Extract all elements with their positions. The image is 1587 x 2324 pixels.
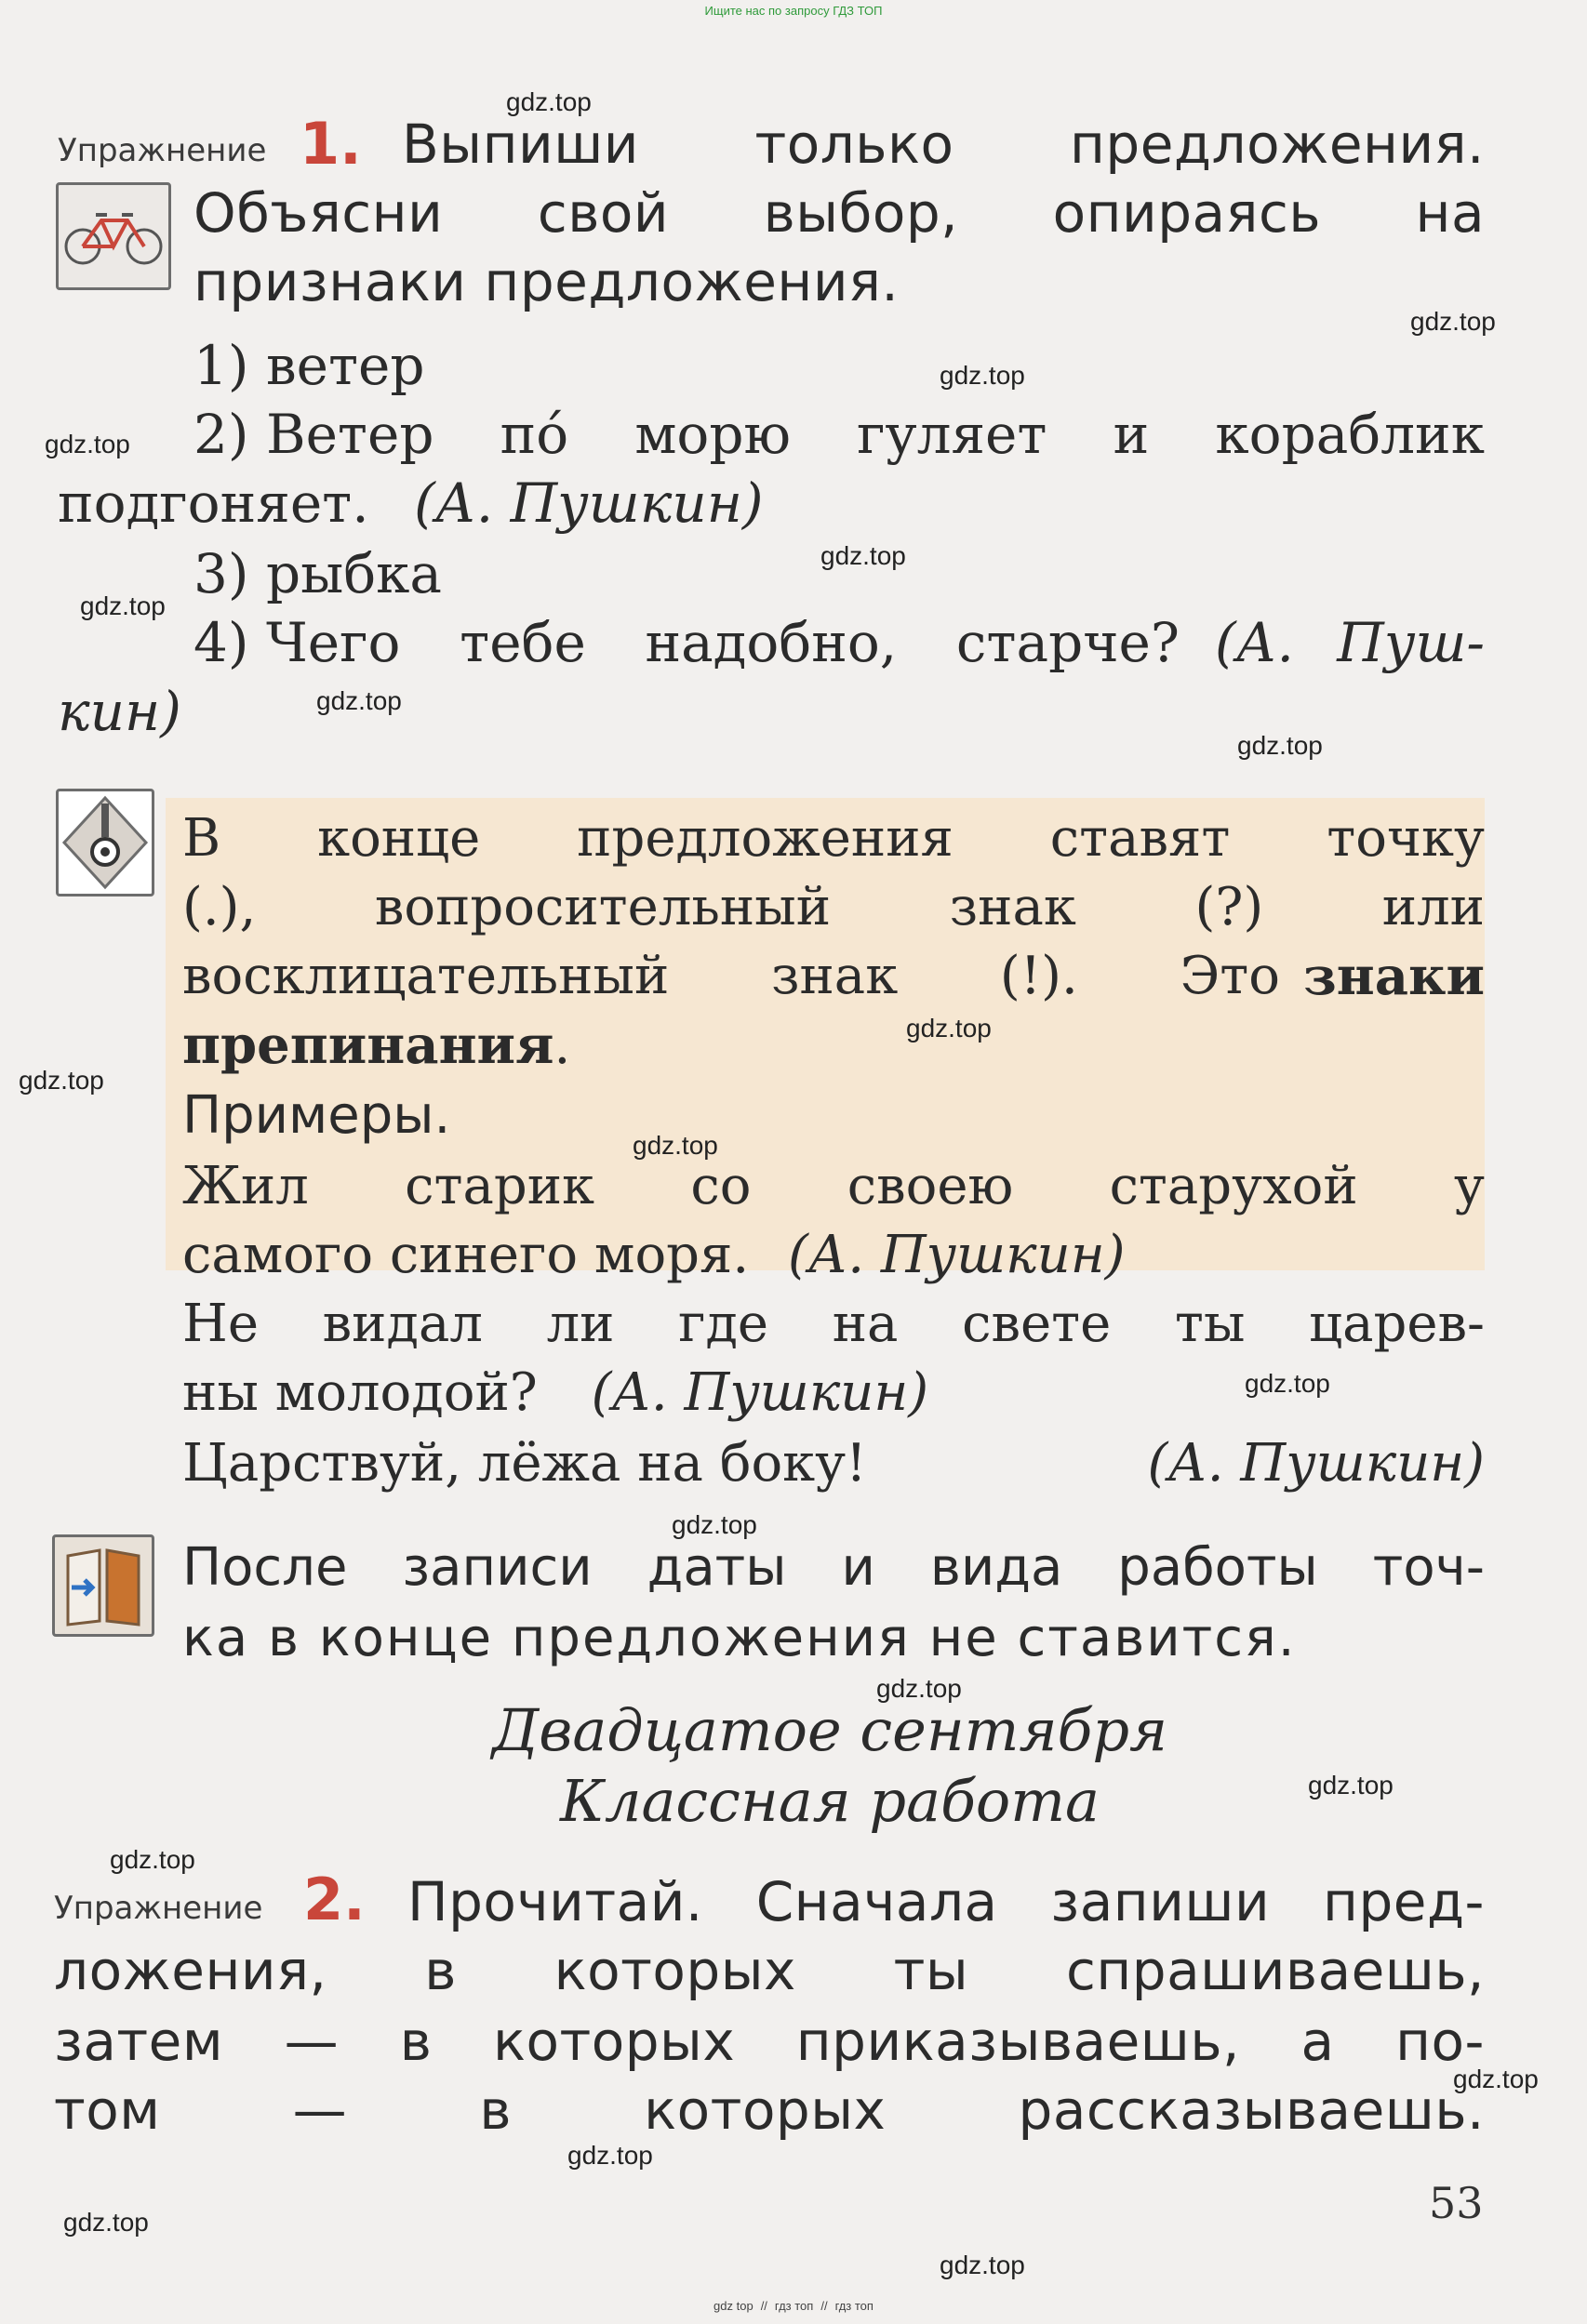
word: знак bbox=[770, 946, 899, 1006]
word: (!). bbox=[999, 946, 1078, 1006]
word: царев- bbox=[1309, 1294, 1485, 1354]
example2-author: (А. Пушкин) bbox=[591, 1362, 929, 1423]
exercise1-head-line3: признаки предложения. bbox=[193, 250, 900, 313]
example2-line2 bbox=[182, 1362, 929, 1423]
word: кораблик bbox=[1215, 403, 1485, 466]
exercise1-item4-author-cont: кин) bbox=[58, 680, 181, 743]
word: или bbox=[1381, 877, 1485, 937]
word: Объясни bbox=[193, 181, 444, 245]
exercise2-number: 2. bbox=[303, 1866, 366, 1933]
word: в bbox=[399, 2010, 433, 2073]
pen-nib-icon bbox=[60, 794, 150, 891]
watermark: gdz.top bbox=[1410, 307, 1496, 336]
bottom-banner-item[interactable]: // bbox=[820, 2299, 828, 2313]
watermark: gdz.top bbox=[1237, 731, 1323, 760]
exercise1-item2-continued bbox=[58, 471, 764, 535]
word: на bbox=[1415, 181, 1485, 245]
exercise2-line1 bbox=[407, 1870, 1485, 1933]
word: ставят bbox=[1049, 808, 1231, 869]
word: конце bbox=[317, 808, 481, 869]
word: по- bbox=[1395, 2010, 1485, 2073]
bottom-banner-item[interactable]: gdz top bbox=[713, 2299, 753, 2313]
watermark: gdz.top bbox=[19, 1066, 104, 1095]
exercise1-item4-author bbox=[1215, 611, 1485, 674]
word: надобно, bbox=[645, 611, 898, 674]
word: тебе bbox=[460, 611, 586, 674]
word: а bbox=[1300, 2010, 1335, 2073]
example1-author: (А. Пушкин) bbox=[787, 1225, 1126, 1285]
word: которых bbox=[492, 2010, 736, 2073]
word: (?) bbox=[1194, 877, 1264, 937]
bottom-banner[interactable] bbox=[0, 2299, 1587, 2313]
word: ты bbox=[1174, 1294, 1246, 1354]
exercise2-line2 bbox=[54, 1939, 1485, 2002]
word: — bbox=[292, 2078, 348, 2142]
exercise2-line4 bbox=[54, 2078, 1485, 2142]
word: где bbox=[678, 1294, 769, 1354]
rule-line3 bbox=[182, 946, 1485, 1007]
watermark: gdz.top bbox=[316, 686, 402, 715]
example2-line1 bbox=[182, 1294, 1485, 1354]
word: спрашиваешь, bbox=[1065, 1939, 1485, 2002]
exercise1-item4 bbox=[193, 611, 1485, 674]
word: видал bbox=[322, 1294, 483, 1354]
word: пред- bbox=[1323, 1870, 1485, 1933]
word: том bbox=[54, 2078, 161, 2142]
book-arrow-icon bbox=[59, 1541, 148, 1630]
word: только bbox=[754, 113, 954, 176]
word: ты bbox=[893, 1939, 969, 2002]
word: После bbox=[182, 1537, 348, 1598]
example1-text: самого синего моря. bbox=[182, 1225, 750, 1285]
pen-icon-box bbox=[56, 789, 154, 896]
note-line2: ка в конце предложения не ставится. bbox=[182, 1608, 1297, 1668]
page-number: 53 bbox=[1429, 2178, 1484, 2228]
word: Выпиши bbox=[402, 113, 639, 176]
rule-line3-words bbox=[182, 946, 1280, 1006]
rule-line3-bold: знаки bbox=[1303, 946, 1485, 1007]
exercise1-head-line2 bbox=[193, 181, 1485, 245]
watermark: gdz.top bbox=[876, 1674, 962, 1703]
word: морю bbox=[634, 403, 791, 466]
watermark: gdz.top bbox=[940, 361, 1025, 390]
word: записи bbox=[402, 1537, 593, 1598]
note-line1 bbox=[182, 1537, 1485, 1598]
word: вопросительный bbox=[374, 877, 832, 937]
word: восклицательный bbox=[182, 946, 670, 1006]
example3-author: (А. Пушкин) bbox=[1147, 1433, 1485, 1494]
exercise1-head-line1 bbox=[402, 113, 1485, 176]
word: Не bbox=[182, 1294, 259, 1354]
word: ложения, bbox=[54, 1939, 327, 2002]
word: ли bbox=[546, 1294, 615, 1354]
word: предложения. bbox=[1070, 113, 1485, 176]
word: и bbox=[841, 1537, 875, 1598]
word: Сначала bbox=[755, 1870, 998, 1933]
word: (А. bbox=[1215, 611, 1294, 674]
rule-line4-bold: препинания bbox=[182, 1015, 554, 1076]
example1-line2 bbox=[182, 1225, 1126, 1285]
watermark: gdz.top bbox=[820, 541, 906, 570]
rule-line1 bbox=[182, 808, 1485, 869]
exercise1-item4-text bbox=[193, 611, 1180, 674]
word: работы bbox=[1117, 1537, 1318, 1598]
watermark: gdz.top bbox=[506, 87, 592, 116]
word: у bbox=[1454, 1156, 1485, 1216]
word: точ- bbox=[1372, 1537, 1485, 1598]
word: в bbox=[479, 2078, 512, 2142]
word: приказываешь, bbox=[795, 2010, 1240, 2073]
word: В bbox=[182, 808, 221, 869]
word: Пуш- bbox=[1337, 611, 1485, 674]
word: на bbox=[832, 1294, 899, 1354]
word: даты bbox=[647, 1537, 787, 1598]
exercise1-label: Упражнение bbox=[58, 132, 267, 169]
watermark: gdz.top bbox=[1453, 2065, 1539, 2093]
date-line: Двадцатое сентября bbox=[491, 1696, 1168, 1764]
word: старик bbox=[405, 1156, 595, 1216]
bottom-banner-item[interactable]: // bbox=[760, 2299, 767, 2313]
watermark: gdz.top bbox=[633, 1131, 718, 1160]
word: свой bbox=[537, 181, 670, 245]
word: знак bbox=[949, 877, 1076, 937]
word: Жил bbox=[182, 1156, 309, 1216]
word: — bbox=[284, 2010, 340, 2073]
watermark: gdz.top bbox=[80, 591, 166, 620]
exercise1-item3: 3) рыбка bbox=[193, 542, 443, 605]
watermark: gdz.top bbox=[1308, 1771, 1394, 1799]
word: 2) Ветер bbox=[193, 403, 434, 466]
book-icon-box bbox=[52, 1534, 154, 1637]
word: в bbox=[424, 1939, 457, 2002]
bicycle-icon-box bbox=[56, 182, 171, 290]
word: Прочитай. bbox=[407, 1870, 703, 1933]
example1-line1 bbox=[182, 1156, 1485, 1216]
word: свете bbox=[962, 1294, 1112, 1354]
bottom-banner-item[interactable]: гдз топ bbox=[834, 2299, 874, 2313]
watermark: gdz.top bbox=[672, 1510, 757, 1539]
watermark: gdz.top bbox=[110, 1845, 195, 1874]
rule-line2 bbox=[182, 877, 1485, 937]
word: Это bbox=[1180, 946, 1280, 1006]
word: точку bbox=[1327, 808, 1485, 869]
word: выбор, bbox=[763, 181, 959, 245]
word: которых bbox=[644, 2078, 887, 2142]
word: запиши bbox=[1050, 1870, 1271, 1933]
work-line: Классная работа bbox=[559, 1767, 1100, 1835]
word: опираясь bbox=[1052, 181, 1322, 245]
watermark: gdz.top bbox=[906, 1014, 992, 1042]
word: пó bbox=[500, 403, 569, 466]
top-banner[interactable]: Ищите нас по запросу ГДЗ ТОП bbox=[704, 4, 883, 18]
word: гуляет bbox=[857, 403, 1047, 466]
word: затем bbox=[54, 2010, 224, 2073]
watermark: gdz.top bbox=[63, 2208, 149, 2237]
word: 4) Чего bbox=[193, 611, 401, 674]
word: предложения bbox=[577, 808, 954, 869]
word: своею bbox=[847, 1156, 1014, 1216]
word: вида bbox=[929, 1537, 1063, 1598]
example3-text: Царствуй, лёжа на боку! bbox=[182, 1433, 867, 1494]
example2-text: ны молодой? bbox=[182, 1362, 538, 1423]
word: и bbox=[1113, 403, 1150, 466]
rule-line4-end: . bbox=[553, 1016, 571, 1076]
watermark: gdz.top bbox=[1245, 1369, 1330, 1398]
exercise1-item1: 1) ветер bbox=[193, 334, 425, 397]
exercise1-item2 bbox=[193, 403, 1485, 466]
bottom-banner-item[interactable]: гдз топ bbox=[774, 2299, 814, 2313]
word: (.), bbox=[182, 877, 257, 937]
exercise1-item2-author: (А. Пушкин) bbox=[414, 471, 764, 535]
example3-line bbox=[182, 1433, 1485, 1494]
exercise1-number: 1. bbox=[300, 110, 362, 178]
rule-line4 bbox=[182, 1015, 571, 1076]
word: со bbox=[690, 1156, 752, 1216]
examples-label: Примеры. bbox=[182, 1085, 451, 1146]
watermark: gdz.top bbox=[940, 2251, 1025, 2279]
word: старухой bbox=[1109, 1156, 1358, 1216]
word: которых bbox=[553, 1939, 796, 2002]
word: старче? bbox=[955, 611, 1180, 674]
exercise2-line3 bbox=[54, 2010, 1485, 2073]
exercise2-label: Упражнение bbox=[54, 1890, 263, 1927]
watermark: gdz.top bbox=[45, 430, 130, 458]
watermark: gdz.top bbox=[567, 2141, 653, 2170]
word: рассказываешь. bbox=[1018, 2078, 1485, 2142]
bicycle-icon bbox=[62, 204, 165, 269]
exercise1-item2-text: подгоняет. bbox=[58, 471, 369, 535]
